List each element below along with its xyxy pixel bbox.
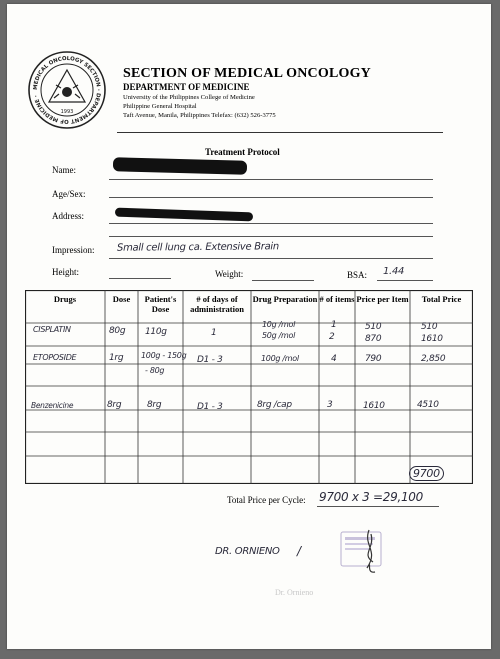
row2-items: 4 <box>331 354 337 364</box>
row3-prep: 8rg /cap <box>257 400 292 410</box>
row2-total: 2,850 <box>421 354 446 364</box>
row3-items: 3 <box>327 400 333 410</box>
grand-total-value: 9700 <box>409 466 444 481</box>
row3-total: 4510 <box>417 400 439 410</box>
redacted-address <box>115 208 253 222</box>
row1-price-1: 510 <box>365 322 382 332</box>
row3-dose: 8rg <box>107 400 122 410</box>
col-header-days: # of days of administration <box>190 294 244 314</box>
address-label: Address: <box>52 211 84 221</box>
row2-drug: ETOPOSIDE <box>33 353 77 362</box>
row1-prep-2: 50g /mol <box>262 331 296 340</box>
address-telefax-line: Taft Avenue, Manila, Philippines Telefax: (632) 526-3775 <box>123 112 276 119</box>
row2-price: 790 <box>365 354 382 364</box>
section-title: SECTION OF MEDICAL ONCOLOGY <box>123 66 371 81</box>
address-line <box>109 223 433 224</box>
col-header-items: # of items <box>319 294 355 304</box>
form-title: Treatment Protocol <box>205 147 280 157</box>
row3-days: D1 - 3 <box>197 402 223 412</box>
row2-patient-dose: 100g - 150g <box>141 351 187 360</box>
height-line <box>109 278 171 279</box>
address-line-2 <box>109 236 433 237</box>
physician-name: DR. ORNIENO <box>215 546 280 557</box>
name-line-2 <box>109 197 433 198</box>
bsa-line <box>377 280 433 281</box>
row1-dose: 80g <box>109 326 126 336</box>
header-rule <box>117 132 443 133</box>
row1-items-1: 1 <box>331 320 337 330</box>
department-name: DEPARTMENT OF MEDICINE <box>123 82 250 92</box>
signature-slash: / <box>297 544 301 558</box>
row2-dose: 1rg <box>109 353 124 363</box>
redacted-name <box>113 157 247 175</box>
col-header-patient-dose: Patient's Dose <box>144 294 177 314</box>
total-per-cycle-line <box>317 506 439 507</box>
faint-bleed-through-text: Dr. Ornieno <box>275 588 314 597</box>
row1-total-1: 510 <box>421 322 438 332</box>
row3-price: 1610 <box>363 401 385 411</box>
impression-value: Small cell lung ca. Extensive Brain <box>116 241 279 254</box>
col-header-dose: Dose <box>112 294 131 304</box>
row1-price-2: 870 <box>365 334 382 344</box>
row2-patient-dose-2: - 80g <box>145 366 165 375</box>
weight-label: Weight: <box>215 269 244 279</box>
row2-prep: 100g /mol <box>261 354 299 363</box>
row1-patient-dose: 110g <box>145 327 167 337</box>
col-header-price-per-item: Price per Item <box>356 294 409 304</box>
row1-total-2: 1610 <box>421 334 443 344</box>
weight-line <box>252 280 314 281</box>
row1-items-2: 2 <box>329 332 335 342</box>
row1-drug: CISPLATIN <box>33 325 71 334</box>
total-per-cycle-label: Total Price per Cycle: <box>227 495 306 505</box>
oncology-seal-logo <box>27 50 107 130</box>
institution-line: University of the Philippines College of Medicine <box>123 94 255 101</box>
row2-days: D1 - 3 <box>197 355 223 365</box>
row1-prep-1: 10g /mol <box>262 320 296 329</box>
age-sex-label: Age/Sex: <box>52 189 86 199</box>
col-header-preparation: Drug Preparation <box>252 294 318 304</box>
bsa-value: 1.44 <box>383 266 405 277</box>
row3-patient-dose: 8rg <box>147 400 162 410</box>
svg-text:1993: 1993 <box>60 109 74 115</box>
hospital-line: Philippine General Hospital <box>123 103 197 110</box>
hospital-stamp-signature <box>339 528 391 576</box>
bsa-label: BSA: <box>347 270 368 280</box>
row3-drug: Benzenicine <box>31 401 74 410</box>
treatment-table-grid <box>25 290 473 484</box>
svg-text:MEDICAL ONCOLOGY SECTION · DEP: MEDICAL ONCOLOGY SECTION · DEPARTMENT OF MEDICINE · <box>32 55 102 125</box>
col-header-total-price: Total Price <box>421 294 462 304</box>
col-header-drugs: Drugs <box>53 294 77 304</box>
impression-label: Impression: <box>52 245 95 255</box>
height-label: Height: <box>52 267 79 277</box>
total-per-cycle-value: 9700 x 3 =29,100 <box>319 490 423 504</box>
document-page <box>7 4 491 649</box>
name-label: Name: <box>52 165 76 175</box>
impression-line <box>109 258 433 259</box>
row1-days: 1 <box>211 328 217 338</box>
name-line <box>109 179 433 180</box>
